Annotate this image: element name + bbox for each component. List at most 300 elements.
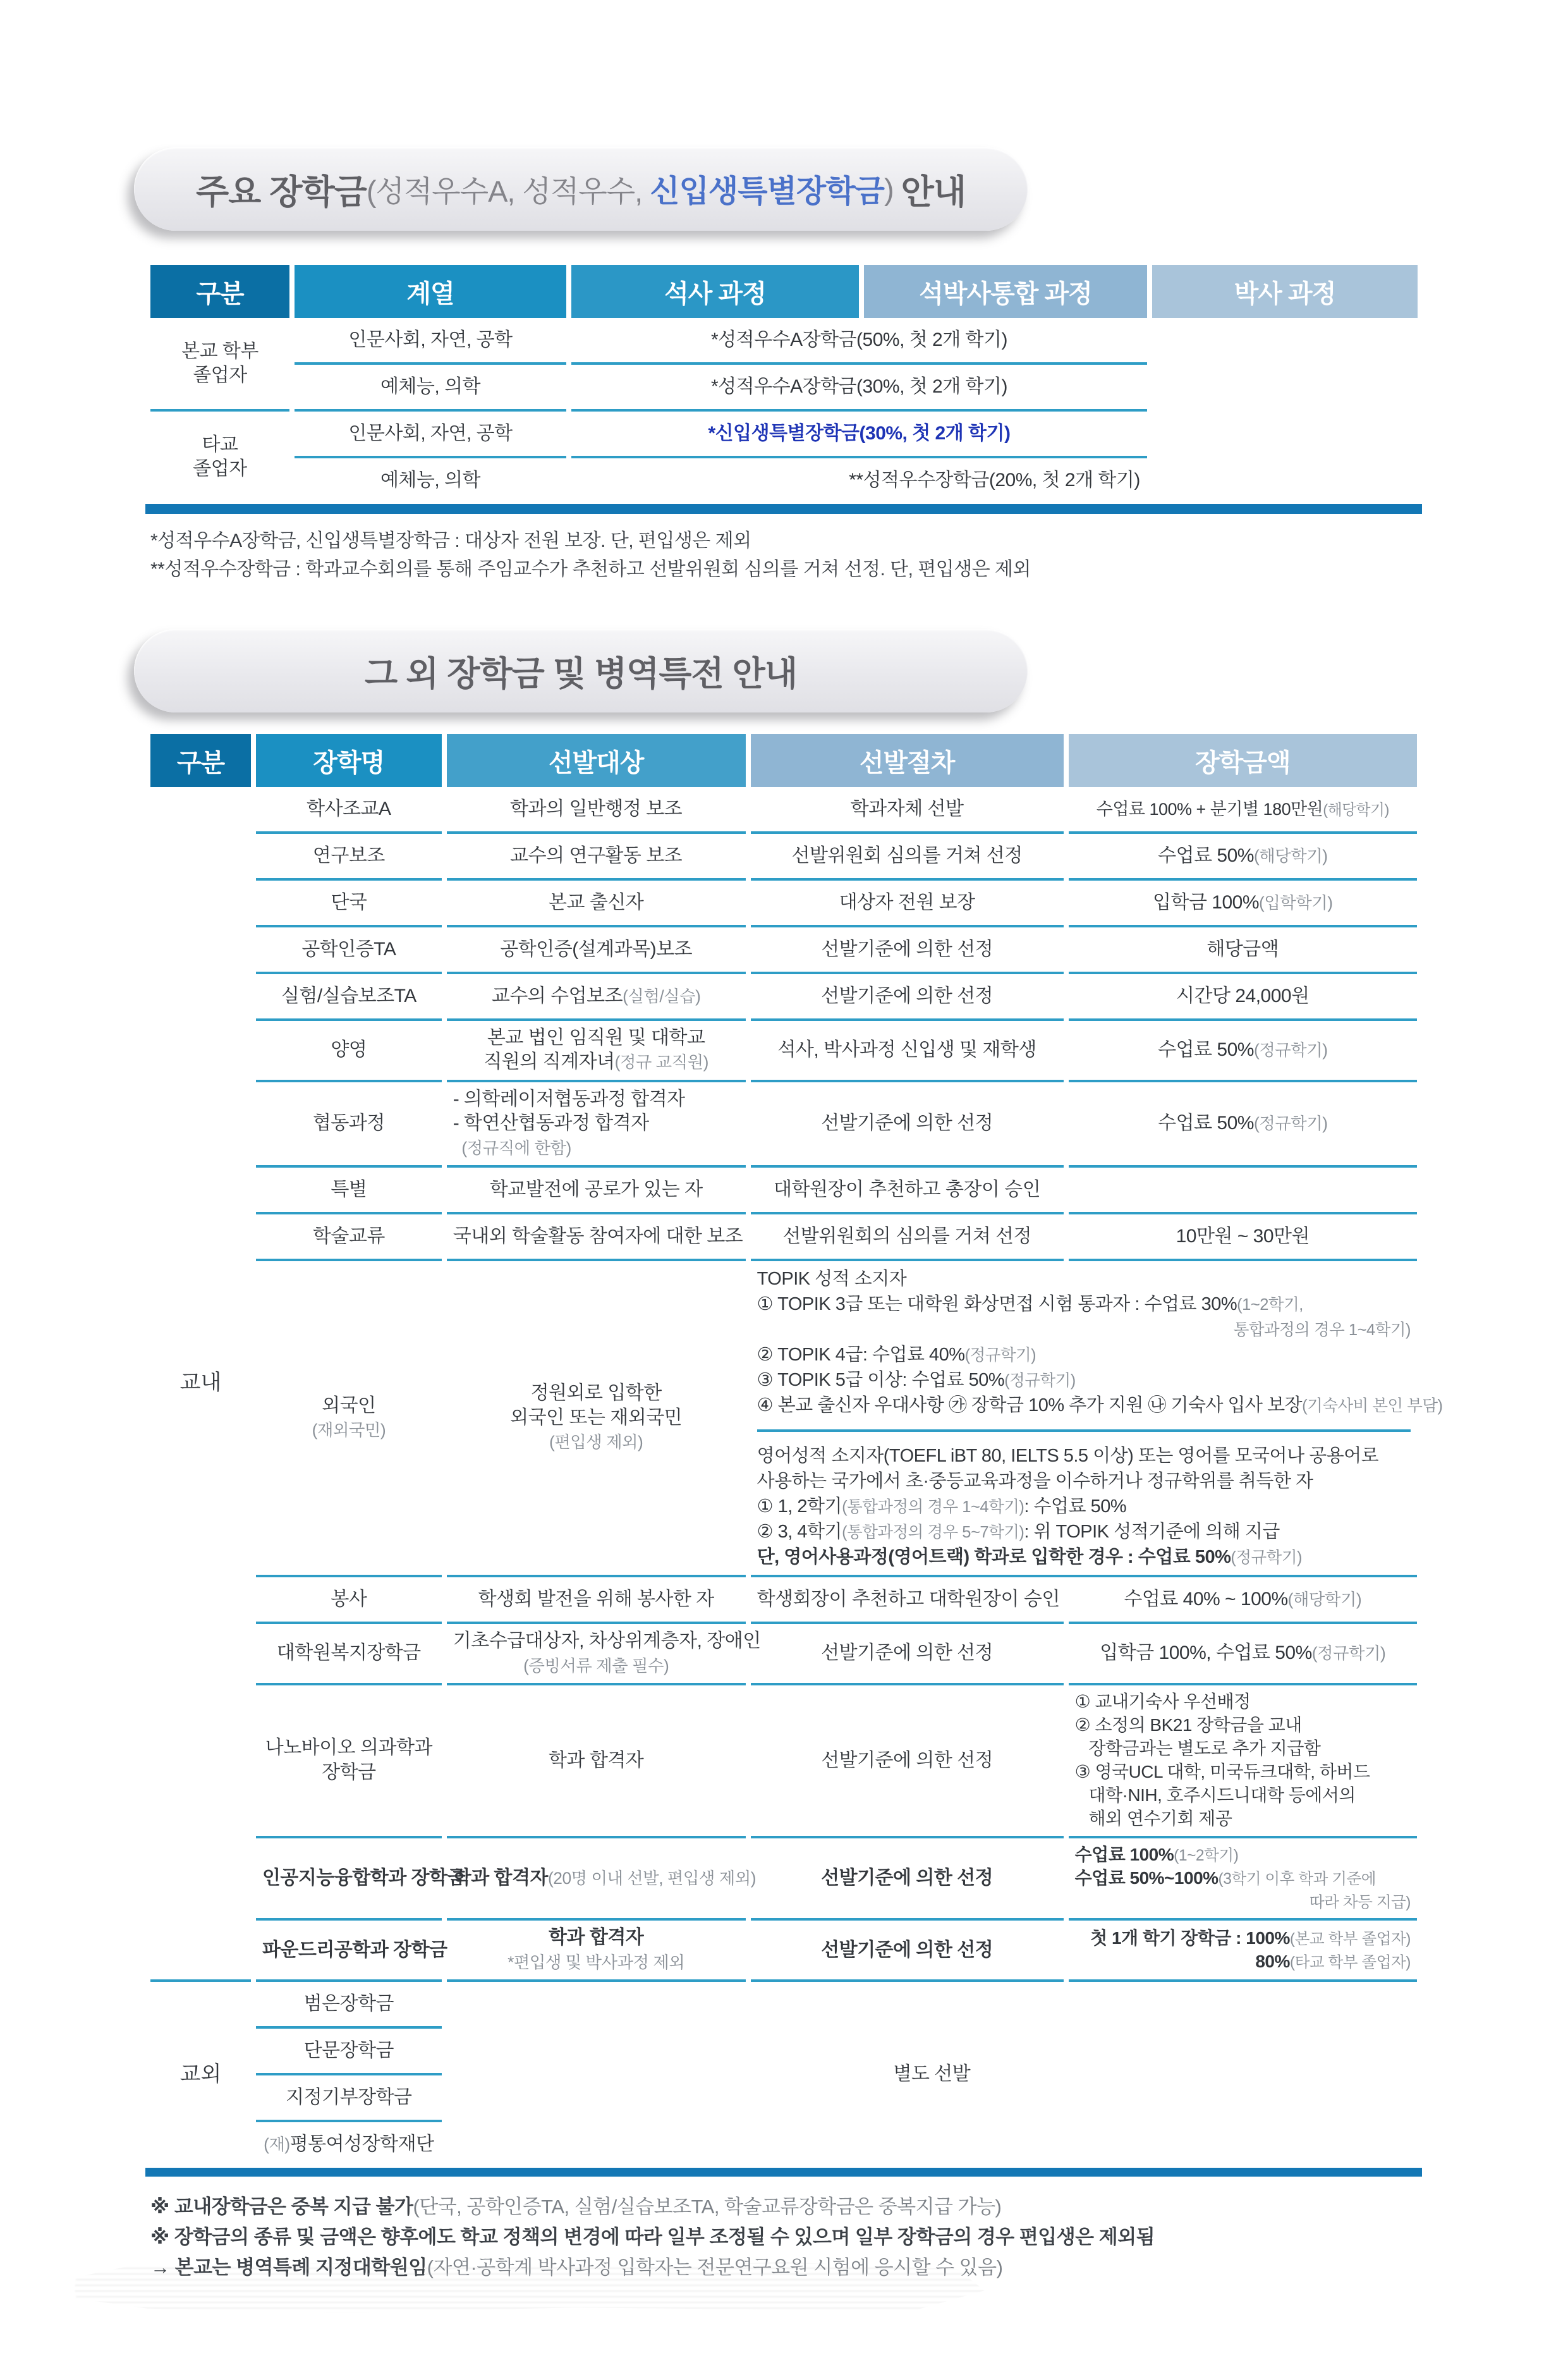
section2-title: 그 외 장학금 및 병역특전 안내 <box>365 654 797 693</box>
cell-line <box>757 1494 1411 1519</box>
column-header: 선발대상 <box>447 734 746 787</box>
other-scholarship-table-wrap <box>145 734 1443 2166</box>
text-segment: 파운드리공학과 장학금 <box>262 1939 447 1960</box>
column-header: 석사 과정 <box>571 265 859 318</box>
separate-selection-cell <box>447 1982 1417 2166</box>
text-segment: ③ 영국UCL 대학, 미국듀크대학, 하버드 <box>1074 1761 1370 1781</box>
cell <box>447 1082 746 1168</box>
cell-line <box>453 1587 739 1611</box>
table-row <box>150 1082 1417 1168</box>
cell-line <box>262 1587 435 1611</box>
cell-line <box>262 1992 435 2016</box>
cell <box>256 974 442 1021</box>
cell <box>256 1261 442 1577</box>
text-segment: ① 교내기숙사 우선배정 <box>1074 1691 1251 1711</box>
cell-line <box>453 797 739 821</box>
cell-line <box>1075 1714 1411 1737</box>
table-row <box>150 1168 1417 1214</box>
text-segment: 예체능, 의학 <box>380 376 481 397</box>
text-segment: 단, 영어사용과정(영어트랙) 학과로 입학한 경우 : 수업료 50% <box>757 1547 1231 1568</box>
text-segment: *성적우수A장학금(50%, 첫 2개 학기) <box>710 329 1007 350</box>
text-segment: 장학금 <box>322 1761 376 1783</box>
text-segment: 선발기준에 의한 선정 <box>821 938 994 960</box>
cell-line <box>757 1587 1060 1611</box>
text-segment: 교수의 연구활동 보조 <box>510 845 683 866</box>
cell-line <box>453 1866 757 1890</box>
cell <box>751 1624 1064 1685</box>
cell-line <box>157 433 283 457</box>
cell-line <box>262 2132 435 2156</box>
cell <box>751 927 1064 974</box>
cell <box>447 1921 746 1982</box>
cell-line <box>262 797 435 821</box>
footnote <box>150 2192 1568 2222</box>
cell <box>571 365 1147 412</box>
cell <box>256 2029 442 2075</box>
cell <box>447 1838 757 1921</box>
footnote-mark: → <box>150 2256 175 2279</box>
cell-line <box>1075 891 1411 915</box>
text-segment: 영어성적 소지자(TOEFL iBT 80, IELTS 5.5 이상) 또는 영어를 모국어나 공용어로 <box>757 1446 1379 1467</box>
cell <box>256 1838 466 1921</box>
text-segment: 본교 법인 임직원 및 대학교 <box>487 1027 705 1048</box>
cell-line <box>453 1050 739 1074</box>
section1-title-highlight: 신입생특별장학금 <box>650 174 884 209</box>
text-segment: 통합과정의 경우 1~4학기) <box>1233 1321 1411 1339</box>
other-scholarship-table <box>145 734 1443 2166</box>
text-segment: *신입생특별장학금(30%, 첫 2개 학기) <box>708 422 1011 444</box>
table2-bottom-bar <box>145 2168 1422 2177</box>
text-segment: (정규직에 한함) <box>453 1138 571 1158</box>
cell <box>751 787 1064 834</box>
text-segment: 선발기준에 의한 선정 <box>821 1642 994 1664</box>
cell-line <box>453 1430 739 1454</box>
cell-line <box>1075 1867 1411 1890</box>
column-header: 장학명 <box>256 734 442 787</box>
cell-line <box>262 844 435 868</box>
cell-line <box>262 1641 435 1665</box>
text-segment: 대학원복지장학금 <box>276 1642 421 1664</box>
text-segment: *편입생 및 박사과정 제외 <box>507 1952 685 1972</box>
cell-line <box>1075 1690 1411 1714</box>
table-row <box>150 1021 1417 1082</box>
cell-line <box>262 1111 435 1135</box>
cell-line <box>757 984 1057 1008</box>
cell <box>295 318 566 365</box>
faded-logo-watermark <box>75 2262 985 2314</box>
text-segment: 인문사회, 자연, 공학 <box>348 422 513 444</box>
column-header: 구분 <box>150 734 251 787</box>
text-segment: 대학·NIH, 호주시드니대학 등에서의 <box>1074 1785 1356 1805</box>
table-row <box>150 1921 1417 1982</box>
cell-line <box>262 1938 447 1962</box>
table-row <box>150 1577 1417 1624</box>
text-segment: 공학인증TA <box>301 938 396 960</box>
text-segment: : 위 TOPIK 성적기준에 의해 지급 <box>1024 1522 1280 1543</box>
major-scholarship-table <box>145 265 1423 503</box>
text-segment: 대학원장이 추천하고 총장이 승인 <box>773 1178 1041 1200</box>
text-segment: (증빙서류 제출 필수) <box>523 1656 669 1675</box>
table-row <box>150 881 1417 927</box>
text-segment: : 수업료 50% <box>1024 1496 1127 1517</box>
cell-line <box>1075 1843 1411 1867</box>
cell <box>447 787 746 834</box>
cell-line <box>1075 1950 1411 1974</box>
table-row <box>150 1685 1417 1838</box>
cell-divider <box>757 1429 1411 1432</box>
cell-line <box>757 1641 1057 1665</box>
cell <box>295 458 566 503</box>
cell-line <box>453 891 739 915</box>
text-segment: 선발위원회 심의를 거쳐 선정 <box>791 845 1023 866</box>
cell-line <box>262 1394 435 1418</box>
text-segment: (타교 학부 졸업자) <box>1289 1953 1411 1971</box>
cell <box>1069 787 1417 834</box>
text-segment: 교수의 수업보조 <box>491 985 623 1006</box>
text-segment: (1~2학기, <box>1237 1295 1303 1314</box>
text-segment: 80% <box>1255 1951 1290 1971</box>
text-segment: 수업료 50% <box>1158 1039 1254 1061</box>
text-segment: 학과 합격자 <box>453 1867 548 1888</box>
cell-line <box>262 938 435 962</box>
text-segment: (해당학기) <box>1287 1589 1362 1609</box>
cell <box>256 1921 447 1982</box>
cell-line <box>1075 1927 1411 1950</box>
cell-line <box>1075 1587 1411 1611</box>
text-segment: 해외 연수기회 제공 <box>1074 1808 1232 1828</box>
text-segment: (해당학기) <box>1253 846 1328 865</box>
text-segment: 학생회 발전을 위해 봉사한 자 <box>478 1588 714 1610</box>
text-segment: (정규학기) <box>964 1347 1036 1364</box>
text-segment: 해당금액 <box>1206 938 1279 960</box>
section1-title-pill <box>134 147 1028 231</box>
cell-line <box>453 1225 743 1249</box>
text-segment: (정규학기) <box>1253 1041 1328 1060</box>
cell-line <box>757 1393 1443 1418</box>
text-segment: 인공지능융합학과 장학금 <box>262 1867 466 1888</box>
cell-line <box>157 339 283 364</box>
cell-line <box>262 1761 435 1785</box>
cell-line <box>578 422 1141 446</box>
cell-line <box>1075 1038 1411 1062</box>
cell <box>256 1685 442 1838</box>
table-row <box>150 1982 1417 2029</box>
text-segment: 나노바이오 의과학과 <box>265 1737 432 1759</box>
text-segment: 본교 출신자 <box>549 891 644 913</box>
text-segment: 선발기준에 의한 선정 <box>821 985 994 1006</box>
text-segment: 선발기준에 의한 선정 <box>821 1939 994 1960</box>
text-segment: 졸업자 <box>193 458 247 479</box>
cell <box>1069 881 1417 927</box>
text-segment: 입학금 100% <box>1153 891 1260 913</box>
cell-line <box>757 1443 1411 1469</box>
text-segment: (정규학기) <box>1253 1114 1328 1134</box>
cell <box>1069 974 1417 1021</box>
cell <box>571 318 1147 365</box>
cell-line <box>1075 938 1411 962</box>
text-segment: 외국인 <box>322 1395 376 1416</box>
text-segment: ② TOPIK 4급: 수업료 40% <box>757 1345 965 1365</box>
cell-line <box>453 1178 739 1202</box>
cell <box>447 1624 761 1685</box>
cell-line <box>578 468 1411 492</box>
cell-line <box>157 1369 245 1397</box>
section1-title-paren-close: ) <box>884 172 901 206</box>
cell <box>447 1261 746 1577</box>
text-segment: 학교발전에 공로가 있는 자 <box>489 1178 703 1200</box>
cell-line <box>453 1111 739 1135</box>
cell-line <box>262 2086 435 2110</box>
cell <box>1069 1021 1417 1082</box>
text-segment: ② 소정의 BK21 장학금을 교내 <box>1074 1714 1302 1735</box>
group-label <box>150 1982 251 2166</box>
text-segment: 교내 <box>179 1371 222 1395</box>
text-segment: (재외국민) <box>312 1421 386 1440</box>
header-row <box>150 734 1417 787</box>
text-segment: (기숙사비 본인 부담) <box>1302 1397 1443 1415</box>
cell-line <box>757 1367 1411 1393</box>
cell <box>751 1921 1064 1982</box>
text-segment: 예체능, 의학 <box>380 469 481 491</box>
section1-title-main: 주요 장학금 <box>195 173 367 211</box>
footnote-mark: ※ <box>150 2196 174 2218</box>
foreigner-detail-cell <box>751 1261 1443 1577</box>
cell-line <box>262 1418 435 1442</box>
table-row <box>150 1838 1417 1921</box>
cell <box>1069 1577 1417 1624</box>
cell <box>256 1214 442 1261</box>
cell <box>256 1624 442 1685</box>
cell <box>751 1838 1064 1921</box>
text-segment: 학술교류 <box>312 1225 385 1247</box>
text-segment: 학생회장이 추천하고 대학원장이 승인 <box>757 1588 1060 1610</box>
text-segment: 선발기준에 의한 선정 <box>821 1749 994 1771</box>
column-header: 석박사통합 과정 <box>864 265 1147 318</box>
table-row <box>150 1261 1417 1577</box>
cell <box>1069 1168 1417 1214</box>
text-segment: - 학연산협동과정 합격자 <box>453 1113 649 1134</box>
text-segment: 평통여성장학재단 <box>289 2134 434 2155</box>
cell-line <box>1075 984 1411 1008</box>
header-row <box>150 265 1418 318</box>
table-row <box>150 1624 1417 1685</box>
column-header: 구분 <box>150 265 289 318</box>
text-segment: 수업료 100% + 분기별 180만원 <box>1096 799 1323 819</box>
text-segment: 연구보조 <box>312 845 385 866</box>
text-segment: 외국인 또는 재외국민 <box>510 1407 683 1428</box>
cell-line <box>157 457 283 481</box>
cell-line <box>1075 1225 1411 1249</box>
cell-line <box>757 891 1057 915</box>
text-segment: (1~2학기) <box>1174 1847 1239 1864</box>
table-row <box>150 927 1417 974</box>
footnote-bold: 장학금의 종류 및 금액은 향후에도 학교 정책의 변경에 따라 일부 조정될 수 있으며 일부 장학금의 경우 편입생은 제외됨 <box>174 2226 1155 2249</box>
text-segment: (통합과정의 경우 5~7학기) <box>842 1524 1024 1542</box>
section1-title-paren: (성적우수A, 성적우수, <box>366 174 650 208</box>
cell-line <box>757 1519 1411 1544</box>
text-segment: 졸업자 <box>193 365 247 386</box>
text-segment: 시간당 24,000원 <box>1176 985 1310 1006</box>
text-segment: ② 3, 4학기 <box>757 1522 842 1543</box>
text-segment: 입학금 100%, 수업료 50% <box>1100 1642 1312 1664</box>
cell-line <box>1075 798 1411 821</box>
cell-line <box>157 2061 245 2089</box>
table1-bottom-bar <box>145 504 1422 514</box>
column-header: 장학금액 <box>1069 734 1417 787</box>
cell <box>571 412 1147 458</box>
footnote: *성적우수A장학금, 신입생특별장학금 : 대상자 전원 보장. 단, 편입생은 제외 <box>150 530 751 551</box>
cell-line <box>262 984 435 1008</box>
cell-line <box>757 1111 1057 1135</box>
cell-line <box>757 1225 1057 1249</box>
cell <box>256 927 442 974</box>
cell <box>447 1685 746 1838</box>
text-segment: 대상자 전원 보장 <box>839 891 975 913</box>
text-segment: 장학금과는 별도로 추가 지급함 <box>1074 1738 1321 1758</box>
footnote-rest: (단국, 공학인증TA, 실험/실습보조TA, 학술교류장학금은 중복지급 가능) <box>413 2196 1002 2218</box>
cell-line <box>757 1317 1411 1342</box>
cell <box>447 881 746 927</box>
cell-line <box>453 844 739 868</box>
cell <box>256 881 442 927</box>
cell <box>1069 1624 1417 1685</box>
cell-line <box>453 1629 761 1653</box>
footnote <box>150 2222 1568 2252</box>
text-segment: (정규학기) <box>1231 1549 1302 1567</box>
column-header: 선발절차 <box>751 734 1064 787</box>
text-segment: **성적우수장학금(20%, 첫 2개 학기) <box>849 469 1140 491</box>
cell-line <box>1075 1761 1411 1784</box>
cell <box>447 1214 746 1261</box>
cell-line <box>757 1938 1057 1962</box>
text-segment: ③ TOPIK 5급 이상: 수업료 50% <box>757 1370 1005 1391</box>
cell-line <box>1075 1784 1411 1807</box>
text-segment: ④ 본교 출신자 우대사항 ㉮ 장학금 10% 추가 지원 ㉯ 기숙사 입사 보장 <box>757 1395 1303 1416</box>
text-segment: (실험/실습) <box>623 986 701 1006</box>
scholarship-notice-page <box>0 147 1568 2365</box>
cell <box>295 365 566 412</box>
cell-line <box>1075 1641 1411 1665</box>
text-segment: 학과자체 선발 <box>850 798 964 819</box>
text-segment: (본교 학부 졸업자) <box>1289 1930 1411 1948</box>
text-segment: 학과의 일반행정 보조 <box>510 798 683 819</box>
row-group-label <box>150 318 289 412</box>
cell-line <box>757 797 1057 821</box>
text-segment: 실험/실습보조TA <box>281 985 416 1006</box>
text-segment: ① TOPIK 3급 또는 대학원 화상면접 시험 통과자 : 수업료 30% <box>757 1293 1237 1314</box>
table-row <box>150 458 1418 503</box>
cell-line <box>757 1866 1057 1890</box>
text-segment: 인문사회, 자연, 공학 <box>348 329 513 350</box>
cell <box>256 2075 442 2122</box>
cell <box>447 1168 746 1214</box>
text-segment: 학사조교A <box>307 798 391 819</box>
cell <box>751 881 1064 927</box>
section2-title-pill <box>134 629 1028 712</box>
cell-line <box>262 891 435 915</box>
cell-line <box>262 2039 435 2063</box>
table-row <box>150 318 1418 365</box>
text-segment: 수업료 50%~100% <box>1074 1867 1219 1888</box>
cell-line <box>757 1544 1411 1570</box>
cell <box>256 1168 442 1214</box>
text-segment: *성적우수A장학금(30%, 첫 2개 학기) <box>710 376 1007 397</box>
text-segment: 별도 선발 <box>893 2063 971 2085</box>
table-row <box>150 1214 1417 1261</box>
text-segment: (해당학기) <box>1323 801 1389 819</box>
cell-line <box>453 1950 739 1974</box>
cell <box>751 1214 1064 1261</box>
cell-line <box>757 1469 1411 1494</box>
table-row <box>150 974 1417 1021</box>
cell <box>751 1577 1064 1624</box>
cell <box>571 458 1418 503</box>
text-segment: 수업료 100% <box>1074 1844 1174 1864</box>
text-segment: ① 1, 2학기 <box>757 1496 842 1517</box>
cell-line <box>301 328 560 352</box>
cell <box>1152 318 1418 458</box>
text-segment: 석사, 박사과정 신입생 및 재학생 <box>777 1039 1036 1061</box>
cell-line <box>453 1926 739 1950</box>
text-segment: 범은장학금 <box>303 1993 394 2015</box>
cell-line <box>157 364 283 388</box>
text-segment: (재) <box>264 2135 290 2154</box>
row-group-label <box>150 412 289 503</box>
text-segment: (3학기 이후 학과 기준에 <box>1218 1870 1377 1888</box>
text-segment: 선발기준에 의한 선정 <box>821 1113 994 1134</box>
cell <box>1069 1838 1417 1921</box>
text-segment: 봉사 <box>331 1588 367 1610</box>
cell-line <box>757 1292 1411 1317</box>
cell-line <box>453 1087 739 1111</box>
cell <box>447 974 746 1021</box>
cell-line <box>262 1038 435 1062</box>
cell-line <box>1075 1807 1411 1831</box>
cell <box>447 1021 746 1082</box>
cell-line <box>578 328 1141 352</box>
cell <box>1069 1921 1417 1982</box>
cell-line <box>301 375 560 399</box>
cell-line <box>757 938 1057 962</box>
cell-line <box>453 2062 1411 2086</box>
text-segment: 정원외로 입학한 <box>530 1383 662 1404</box>
cell <box>751 1021 1064 1082</box>
text-segment: 수업료 50% <box>1158 845 1254 866</box>
cell <box>1069 1685 1417 1838</box>
text-segment: 학과 합격자 <box>549 1749 644 1771</box>
text-segment: 10만원 ~ 30만원 <box>1176 1225 1310 1247</box>
cell <box>751 974 1064 1021</box>
text-segment: 공학인증(설계과목)보조 <box>500 938 693 960</box>
cell-line <box>1075 1890 1411 1914</box>
cell <box>256 1021 442 1082</box>
major-scholarship-table-wrap <box>145 265 1422 503</box>
section1-title-suffix: 안내 <box>901 173 966 211</box>
cell <box>751 834 1064 881</box>
cell-line <box>453 984 739 1008</box>
cell <box>256 2122 442 2166</box>
cell <box>256 1577 442 1624</box>
text-segment: 본교 학부 <box>181 340 258 362</box>
cell-line <box>262 1866 466 1890</box>
text-segment: 학과 합격자 <box>549 1927 644 1948</box>
text-segment: 특별 <box>331 1178 367 1200</box>
cell-line <box>757 1749 1057 1773</box>
column-header: 박사 과정 <box>1152 265 1418 318</box>
cell-line <box>1075 1111 1411 1135</box>
cell-line <box>453 1026 739 1050</box>
cell-line <box>301 422 560 446</box>
